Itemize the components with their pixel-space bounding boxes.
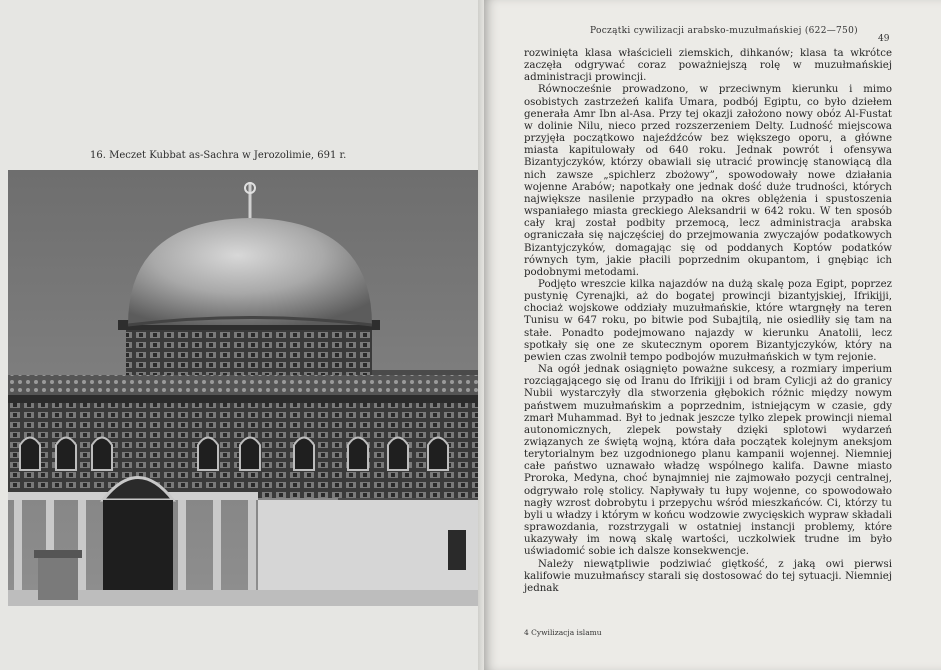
page-footer: 4 Cywilizacja islamu [524,628,602,637]
figure-caption: 16. Meczet Kubbat as-Sachra w Jerozolimie, 691 r. [90,150,347,161]
dome-of-the-rock-photo [8,170,480,606]
page-number: 49 [878,34,890,44]
paragraph: Podjęto wreszcie kilka najazdów na dużą skalę poza Egipt, poprzez pustynię Cyrenajki, aż do bogatej prowincji bizantyjskiej, Ifrikijji, chociaż wojskowe oddziały muzułmańskie, które wtargnęły na teren Tunisu w 647 roku, po bitwie pod Subajtilą, nie osiedliły się tam na stałe. Ponadto podejmowano najazdy w kierunku Anatolii, lecz spotkały się one ze skutecznym oporem Bizantyjczyków, który na pewien czas zwolnił tempo podbojów muzułmańskich w tym rejonie. [524,278,892,363]
body-text [524,48,892,595]
running-head: Początki cywilizacji arabsko-muzułmańskiej (622—750) [590,26,858,36]
paragraph: Równocześnie prowadzono, w przeciwnym kierunku i mimo osobistych zastrzeżeń kalifa Umara, podbój Egiptu, co było dziełem generała Amr Ibn al-Asa. Przy tej okazji założono nowy obóz Al-Fustat w dolinie Nilu, nieco przed rozszerzeniem Delty. Ludność miejscowa przyjęła początkowo najeźdźców bez większego oporu, a główne miasta kapitulowały od 640 roku. Jednak powrót i ofensywa Bizantyjczyków, którzy obawiali się utracić prowincję stanowiącą dla nich zawsze „spichlerz zbożowy”, spowodowały nowe działania wojenne Arabów; napotkały one jednak dość duże trudności, których największe nasilenie przypadło na okres oblężenia i spustoszenia wspaniałego miasta greckiego Aleksandrii w 642 roku. W ten sposób cały kraj został podbity przemocą, lecz administracja arabska ograniczała się najczęściej do przejmowania zwyczajów podatkowych Bizantyjczyków, domagając się od poddanych Koptów podatków równych tym, jakie płacili poprzednim okupantom, i gnębiąc ich podobnymi metodami. [524,84,892,278]
paragraph: rozwinięta klasa właścicieli ziemskich, dihkanów; klasa ta wkrótce zaczęła odgrywać coraz poważniejszą rolę w muzułmańskiej administracji prowincji. [524,48,892,84]
paragraph: Na ogół jednak osiągnięto poważne sukcesy, a rozmiary imperium rozciągającego się od Iranu do Ifrikijji i od bram Cylicji aż do granicy Nubii wystarczyły dla stworzenia głębokich różnic między nowym państwem muzułmańskim a poprzednim, istniejącym w czasie, gdy zmarł Muhammad. Był to jednak jeszcze tylko zlepek prowincji niemal autonomicznych, zlepek powstały dzięki splotowi wydarzeń związanych ze świętą wojną, która dała początek kolejnym aneksjom terytorialnym bez uzgodnionego planu kampanii wojennej. Niemniej całe państwo uznawało władzę wspólnego kalifa. Dawne miasto Proroka, Medyna, choć bynajmniej nie zajmowało pozycji centralnej, odgrywało rolę stolicy. Napływały tu łupy wojenne, co spowodowało nagły wzrost dobrobytu i przepychu wśród mieszkańców. Ci, którzy tu byli u władzy i którym w końcu wodzowie zwycięskich wypraw składali sprawozdania, rozstrzygali w ostatniej instancji problemy, które ukazywały im nową skalę wartości, uczkolwiek trudne im było uświadomić sobie ich dalsze konsekwencje. [524,364,892,558]
dome-of-the-rock-illustration [8,170,480,606]
paragraph: Należy niewątpliwie podziwiać giętkość, z jaką owi pierwsi kalifowie muzułmańscy starali się dostosować do tej sytuacji. Niemniej jednak [524,558,892,594]
